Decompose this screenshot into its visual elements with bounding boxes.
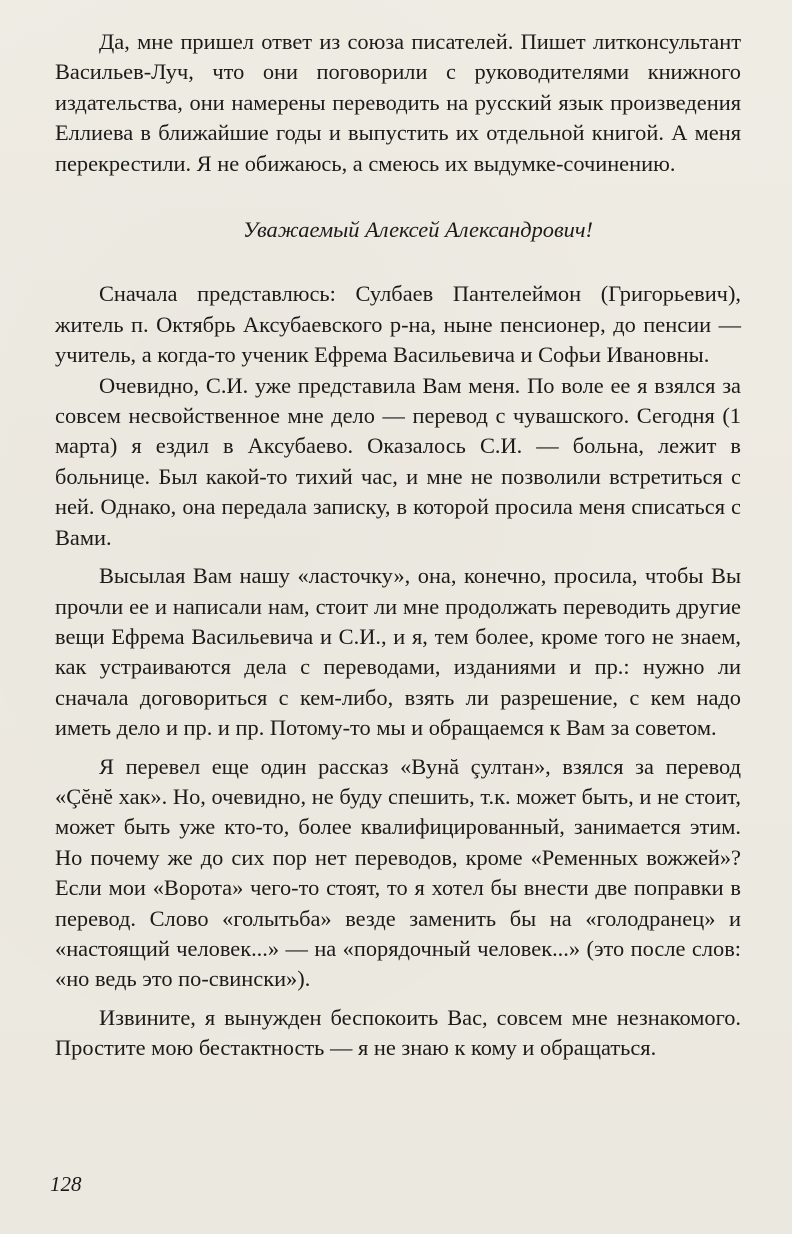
page-body-text: [55, 27, 741, 1064]
letter-salutation: Уважаемый Алексей Александрович!: [242, 217, 594, 243]
paragraph-translation-task: Очевидно, С.И. уже представила Вам меня. По воле ее я взялся за совсем несвойственное мне дело — перевод с чувашского. Сегодня (1 марта) я ездил в Аксубаево. Оказалось С.И. — больна, лежит в больнице. Был какой-то тихий час, и мне не позволили встретиться с ней. Однако, она передала записку, в которой просила меня списаться с Вами.: [55, 372, 741, 550]
paragraph-apology: Извините, я вынужден беспокоить Вас, совсем мне незнакомого. Простите мою бестактность — я не знаю к кому и обращаться.: [55, 1004, 741, 1061]
paragraph-introduction: Сначала представлюсь: Сулбаев Пантелеймон (Григорьевич), житель п. Октябрь Аксубаевского р-на, ныне пенсионер, до пенсии — учитель, а когда-то ученик Ефрема Васильевича и Софьи Ивановны.: [55, 281, 741, 368]
paragraph-translated-stories: Я перевел еще один рассказ «Вунă çултан», взялся за перевод «Çĕнĕ хак». Но, очевидно, не буду спешить, т.к. может быть, и не стоит, может быть уже кто-то, более квалифицированный, занимается этим. Но почему же до сих пор нет переводов, кроме «Ременных вожжей»? Если мои «Ворота» чего-то стоят, то я хотел бы внести две поправки в перевод. Слово «голытьба» везде заменить бы на «голодранец» и «настоящий человек...» — на «порядочный человек...» (это после слов: «но ведь это по-свински»).: [55, 753, 741, 992]
page-number: 128: [50, 1172, 82, 1196]
paragraph-reply-from-union: Да, мне пришел ответ из союза писателей. Пишет литконсультант Васильев-Луч, что они поговорили с руководителями книжного издательства, они намерены переводить на русский язык произведения Еллиева в ближайшие годы и выпустить их отдельной книгой. А меня перекрестили. Я не обижаюсь, а смеюсь их выдумке-сочинению.: [55, 29, 741, 176]
paragraph-swallow-request: Высылая Вам нашу «ласточку», она, конечно, просила, чтобы Вы прочли ее и написали нам, стоит ли мне продолжать переводить другие вещи Ефрема Васильевича и С.И., и я, тем более, кроме того не знаем, как устраиваются дела с переводами, изданиями и пр.: нужно ли сначала договориться с кем-либо, взять ли разрешение, с кем надо иметь дело и пр. и пр. Потому-то мы и обращаемся к Вам за советом.: [55, 563, 741, 741]
